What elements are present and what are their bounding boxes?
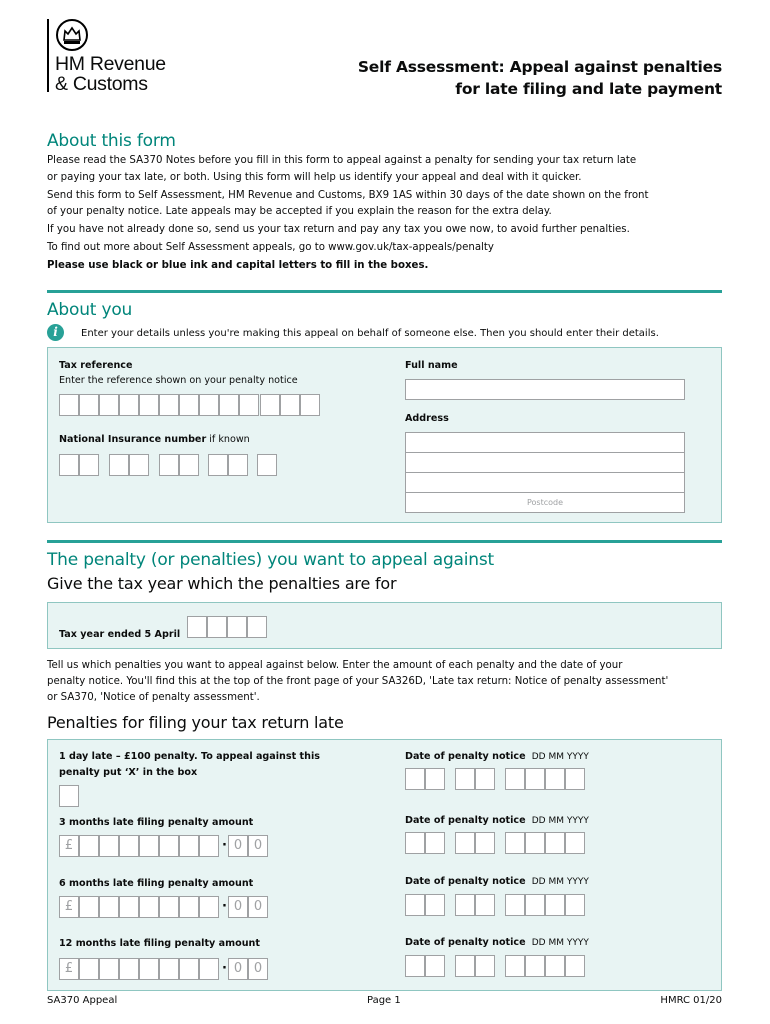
- full-name-input[interactable]: [405, 379, 685, 400]
- tax-reference-box[interactable]: [219, 394, 239, 416]
- penalty-intro-1: Tell us which penalties you want to appeal against below. Enter the amount of each penalty and the date of your: [47, 660, 623, 671]
- date-notice-label: Date of penalty notice DD MM YYYY: [405, 815, 589, 826]
- notice-date-box[interactable]: [475, 768, 495, 790]
- notice-date-box[interactable]: [505, 832, 525, 854]
- notice-date-box[interactable]: [505, 894, 525, 916]
- department-line-1: HM Revenue: [55, 53, 166, 75]
- penalty-amount-box[interactable]: £: [59, 958, 79, 980]
- penalty-amount-box[interactable]: [79, 896, 99, 918]
- one-day-label-2: penalty put ‘X’ in the box: [59, 767, 198, 778]
- one-day-label: [59, 749, 320, 781]
- penalty-amount-box[interactable]: [179, 835, 199, 857]
- notice-date-box[interactable]: [425, 768, 445, 790]
- penalty-amount-box[interactable]: [159, 958, 179, 980]
- about-form-heading: About this form: [47, 131, 176, 151]
- penalty-pence-box[interactable]: 0: [228, 958, 248, 980]
- penalty-pence-box[interactable]: 0: [248, 958, 268, 980]
- notice-date-box[interactable]: [455, 955, 475, 977]
- ni-label: National Insurance number if known: [59, 434, 250, 445]
- penalty-amount-box[interactable]: [199, 958, 219, 980]
- tax-year-box[interactable]: [247, 616, 267, 638]
- six-month-label: 6 months late filing penalty amount: [59, 878, 254, 889]
- notice-date-box[interactable]: [545, 832, 565, 854]
- three-month-label: 3 months late filing penalty amount: [59, 817, 254, 828]
- filing-penalties-heading: Penalties for filing your tax return late: [47, 713, 344, 732]
- section-rule: [47, 540, 722, 543]
- tax-reference-box[interactable]: [79, 394, 99, 416]
- one-day-label-1: 1 day late – £100 penalty. To appeal against this: [59, 751, 320, 762]
- about-para-1a: Please read the SA370 Notes before you fill in this form to appeal against a penalty for sending your tax return late: [47, 155, 637, 166]
- one-day-checkbox[interactable]: [59, 785, 79, 807]
- about-para-1b: or paying your tax late, or both. Using this form will help us identify your appeal and deal with it quicker.: [47, 171, 582, 183]
- tax-reference-box[interactable]: [159, 394, 179, 416]
- penalty-amount-box[interactable]: [139, 958, 159, 980]
- penalty-amount-box[interactable]: [79, 835, 99, 857]
- penalty-intro: [47, 658, 727, 706]
- about-you-info: Enter your details unless you're making this appeal on behalf of someone else. Then you should enter their details.: [81, 328, 659, 339]
- logo-rule: [47, 19, 49, 92]
- about-para-2b: of your penalty notice. Late appeals may be accepted if you explain the reason for the extra delay.: [47, 206, 552, 217]
- decimal-point: ·: [222, 838, 227, 853]
- notice-date-box[interactable]: [405, 832, 425, 854]
- notice-date-box[interactable]: [565, 768, 585, 790]
- notice-date-box[interactable]: [565, 832, 585, 854]
- postcode-input[interactable]: Postcode: [405, 492, 685, 513]
- penalty-amount-box[interactable]: [159, 835, 179, 857]
- tax-reference-box[interactable]: [199, 394, 219, 416]
- tax-reference-hint: Enter the reference shown on your penalty notice: [59, 375, 298, 386]
- penalty-amount-box[interactable]: [159, 896, 179, 918]
- about-para-5: Please use black or blue ink and capital letters to fill in the boxes.: [47, 260, 429, 271]
- penalty-amount-box[interactable]: £: [59, 896, 79, 918]
- tax-reference-box[interactable]: [139, 394, 159, 416]
- notice-date-box[interactable]: [425, 894, 445, 916]
- notice-date-box[interactable]: [505, 955, 525, 977]
- tax-reference-box[interactable]: [99, 394, 119, 416]
- ni-number-box[interactable]: [129, 454, 149, 476]
- notice-date-box[interactable]: [425, 832, 445, 854]
- form-title-line-2: for late filing and late payment: [455, 80, 722, 98]
- ni-number-box[interactable]: [109, 454, 129, 476]
- notice-date-box[interactable]: [475, 832, 495, 854]
- tax-year-box[interactable]: [207, 616, 227, 638]
- about-you-heading: About you: [47, 300, 133, 320]
- tax-reference-box[interactable]: [280, 394, 300, 416]
- tax-reference-box[interactable]: [300, 394, 320, 416]
- notice-date-box[interactable]: [545, 894, 565, 916]
- tax-reference-box[interactable]: [239, 394, 259, 416]
- notice-date-box[interactable]: [425, 955, 445, 977]
- tax-reference-box[interactable]: [59, 394, 79, 416]
- notice-date-box[interactable]: [525, 955, 545, 977]
- decimal-point: ·: [222, 961, 227, 976]
- address-label: Address: [405, 413, 449, 424]
- ni-number-box[interactable]: [59, 454, 79, 476]
- notice-date-box[interactable]: [525, 832, 545, 854]
- penalty-amount-box[interactable]: £: [59, 835, 79, 857]
- about-para-4: To find out more about Self Assessment appeals, go to www.gov.uk/tax-appeals/penalty: [47, 242, 494, 253]
- notice-date-box[interactable]: [455, 832, 475, 854]
- tax-reference-box[interactable]: [260, 394, 280, 416]
- info-icon: i: [47, 324, 64, 341]
- notice-date-box[interactable]: [455, 894, 475, 916]
- section-rule: [47, 290, 722, 293]
- penalty-amount-box[interactable]: [199, 896, 219, 918]
- notice-date-box[interactable]: [475, 894, 495, 916]
- penalty-pence-box[interactable]: 0: [248, 835, 268, 857]
- ni-number-box[interactable]: [179, 454, 199, 476]
- date-notice-label: Date of penalty notice DD MM YYYY: [405, 937, 589, 948]
- notice-date-box[interactable]: [565, 955, 585, 977]
- department-name: [55, 54, 166, 94]
- notice-date-box[interactable]: [525, 768, 545, 790]
- tax-year-box[interactable]: [187, 616, 207, 638]
- penalty-amount-box[interactable]: [139, 835, 159, 857]
- penalty-amount-box[interactable]: [139, 896, 159, 918]
- notice-date-box[interactable]: [545, 768, 565, 790]
- penalty-amount-box[interactable]: [99, 896, 119, 918]
- date-notice-label: Date of penalty notice DD MM YYYY: [405, 751, 589, 762]
- department-line-2: & Customs: [55, 73, 148, 95]
- penalty-amount-box[interactable]: [179, 958, 199, 980]
- notice-date-box[interactable]: [505, 768, 525, 790]
- tax-year-box[interactable]: [227, 616, 247, 638]
- form-title: [358, 56, 722, 100]
- penalty-amount-box[interactable]: [119, 958, 139, 980]
- notice-date-box[interactable]: [405, 894, 425, 916]
- notice-date-box[interactable]: [475, 955, 495, 977]
- penalty-amount-box[interactable]: [199, 835, 219, 857]
- crown-crest-icon: [55, 19, 89, 51]
- notice-date-box[interactable]: [565, 894, 585, 916]
- penalty-amount-box[interactable]: [99, 835, 119, 857]
- address-line-3[interactable]: [405, 472, 685, 493]
- tax-reference-label: Tax reference: [59, 360, 133, 371]
- ni-number-box[interactable]: [159, 454, 179, 476]
- tax-year-label: Tax year ended 5 April: [59, 629, 181, 640]
- penalty-amount-box[interactable]: [119, 835, 139, 857]
- penalty-amount-box[interactable]: [119, 896, 139, 918]
- footer-code: HMRC 01/20: [660, 995, 722, 1006]
- ni-number-box[interactable]: [257, 454, 277, 476]
- penalty-heading: The penalty (or penalties) you want to appeal against: [47, 550, 494, 570]
- penalty-pence-box[interactable]: 0: [248, 896, 268, 918]
- decimal-point: ·: [222, 899, 227, 914]
- notice-date-box[interactable]: [405, 955, 425, 977]
- ni-number-box[interactable]: [208, 454, 228, 476]
- penalty-amount-box[interactable]: [99, 958, 119, 980]
- notice-date-box[interactable]: [525, 894, 545, 916]
- full-name-label: Full name: [405, 360, 458, 371]
- date-notice-label: Date of penalty notice DD MM YYYY: [405, 876, 589, 887]
- notice-date-box[interactable]: [545, 955, 565, 977]
- footer-page: Page 1: [367, 995, 401, 1006]
- form-title-line-1: Self Assessment: Appeal against penalties: [357, 58, 722, 76]
- tax-year-subheading: Give the tax year which the penalties are for: [47, 574, 397, 593]
- ni-number-box[interactable]: [79, 454, 99, 476]
- tax-reference-box[interactable]: [119, 394, 139, 416]
- address-line-1[interactable]: [405, 432, 685, 453]
- penalty-intro-3: or SA370, 'Notice of penalty assessment'.: [47, 692, 260, 703]
- twelve-month-label: 12 months late filing penalty amount: [59, 938, 260, 949]
- penalty-amount-box[interactable]: [79, 958, 99, 980]
- notice-date-box[interactable]: [405, 768, 425, 790]
- penalty-pence-box[interactable]: 0: [228, 835, 248, 857]
- tax-reference-box[interactable]: [179, 394, 199, 416]
- about-para-3: If you have not already done so, send us your tax return and pay any tax you owe now, to avoid further penalties.: [47, 224, 630, 235]
- penalty-amount-box[interactable]: [179, 896, 199, 918]
- about-para-2a: Send this form to Self Assessment, HM Revenue and Customs, BX9 1AS within 30 days of the date shown on the front: [47, 189, 649, 201]
- penalty-intro-2: penalty notice. You'll find this at the top of the front page of your SA326D, 'Late tax return: Notice of penalty assessment': [47, 676, 669, 687]
- footer-form-name: SA370 Appeal: [47, 995, 118, 1006]
- about-form-text: [47, 153, 727, 275]
- notice-date-box[interactable]: [455, 768, 475, 790]
- ni-number-box[interactable]: [228, 454, 248, 476]
- address-line-2[interactable]: [405, 452, 685, 473]
- penalty-pence-box[interactable]: 0: [228, 896, 248, 918]
